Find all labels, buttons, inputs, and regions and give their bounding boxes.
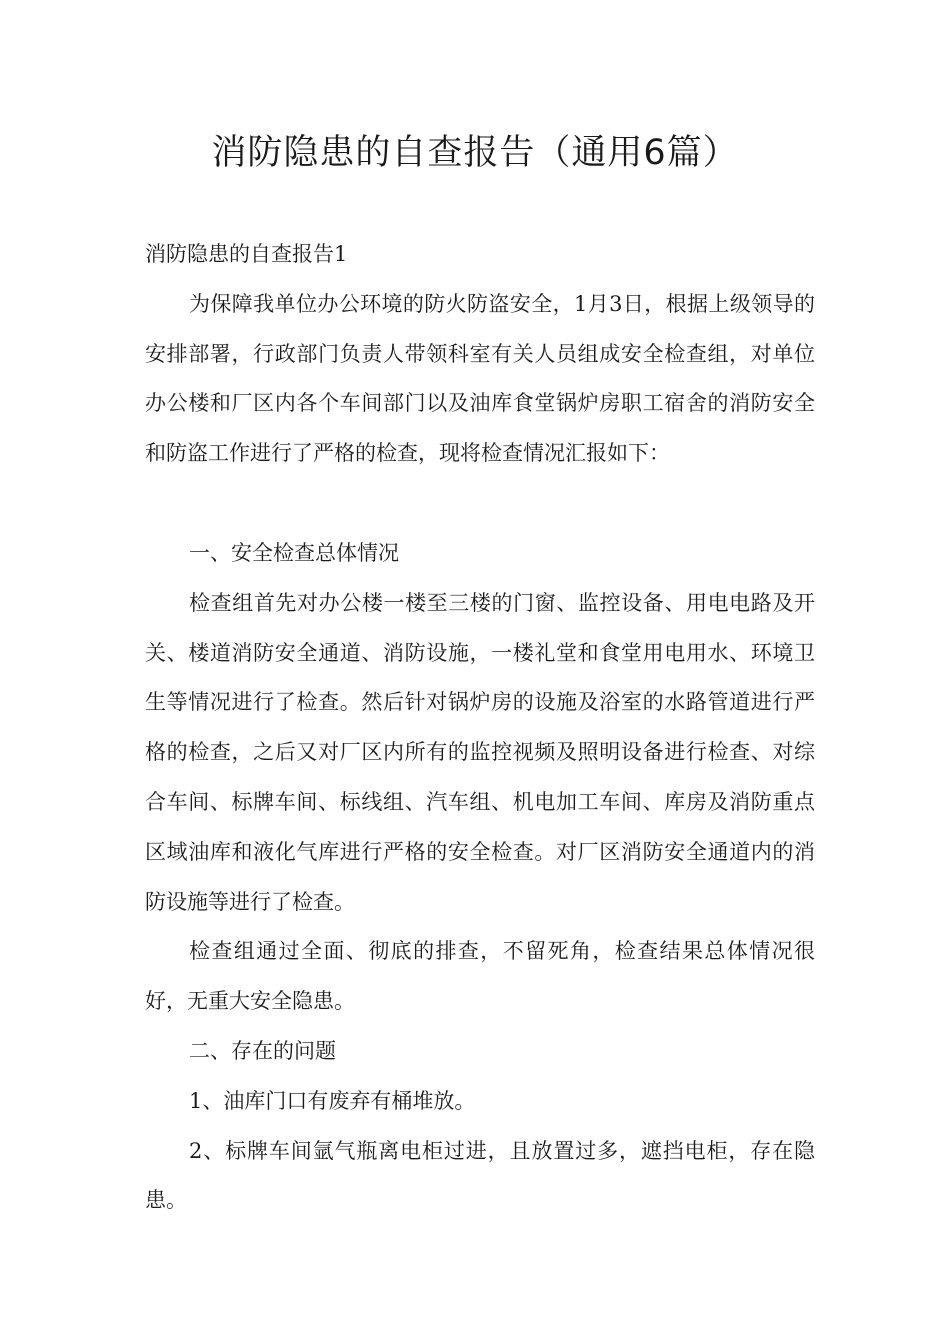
- intro-paragraph: 为保障我单位办公环境的防火防盗安全，1月3日，根据上级领导的安排部署，行政部门负责人带领科室有关人员组成安全检查组，对单位办公楼和厂区内各个车间部门以及油库食堂锅炉房职工宿舍的消防安全和防盗工作进行了严格的检查，现将检查情况汇报如下：: [145, 291, 815, 466]
- report-subtitle: 消防隐患的自查报告1: [145, 242, 348, 266]
- problem-item-1: 1、油库门口有废弃有桶堆放。: [189, 1088, 476, 1113]
- section1-paragraph-2: 检查组通过全面、彻底的排查，不留死角，检查结果总体情况很好，无重大安全隐患。: [145, 939, 815, 1014]
- section-heading-2: 二、存在的问题: [189, 1038, 336, 1063]
- problem-item-2: 2、标牌车间氩气瓶离电柜过进，且放置过多，遮挡电柜，存在隐患。: [145, 1138, 815, 1213]
- document-body: [145, 230, 815, 1226]
- section-heading-1: 一、安全检查总体情况: [189, 540, 399, 565]
- paragraph-gap: [145, 479, 815, 529]
- document-title: 消防隐患的自查报告（通用6篇）: [211, 133, 739, 173]
- section1-paragraph-1: 检查组首先对办公楼一楼至三楼的门窗、监控设备、用电电路及开关、楼道消防安全通道、消防设施，一楼礼堂和食堂用电用水、环境卫生等情况进行了检查。然后针对锅炉房的设施及浴室的水路管道进行严格的检查，之后又对厂区内所有的监控视频及照明设备进行检查、对综合车间、标牌车间、标线组、汽车组、机电加工车间、库房及消防重点区域油库和液化气库进行严格的安全检查。对厂区消防安全通道内的消防设施等进行了检查。: [145, 590, 815, 914]
